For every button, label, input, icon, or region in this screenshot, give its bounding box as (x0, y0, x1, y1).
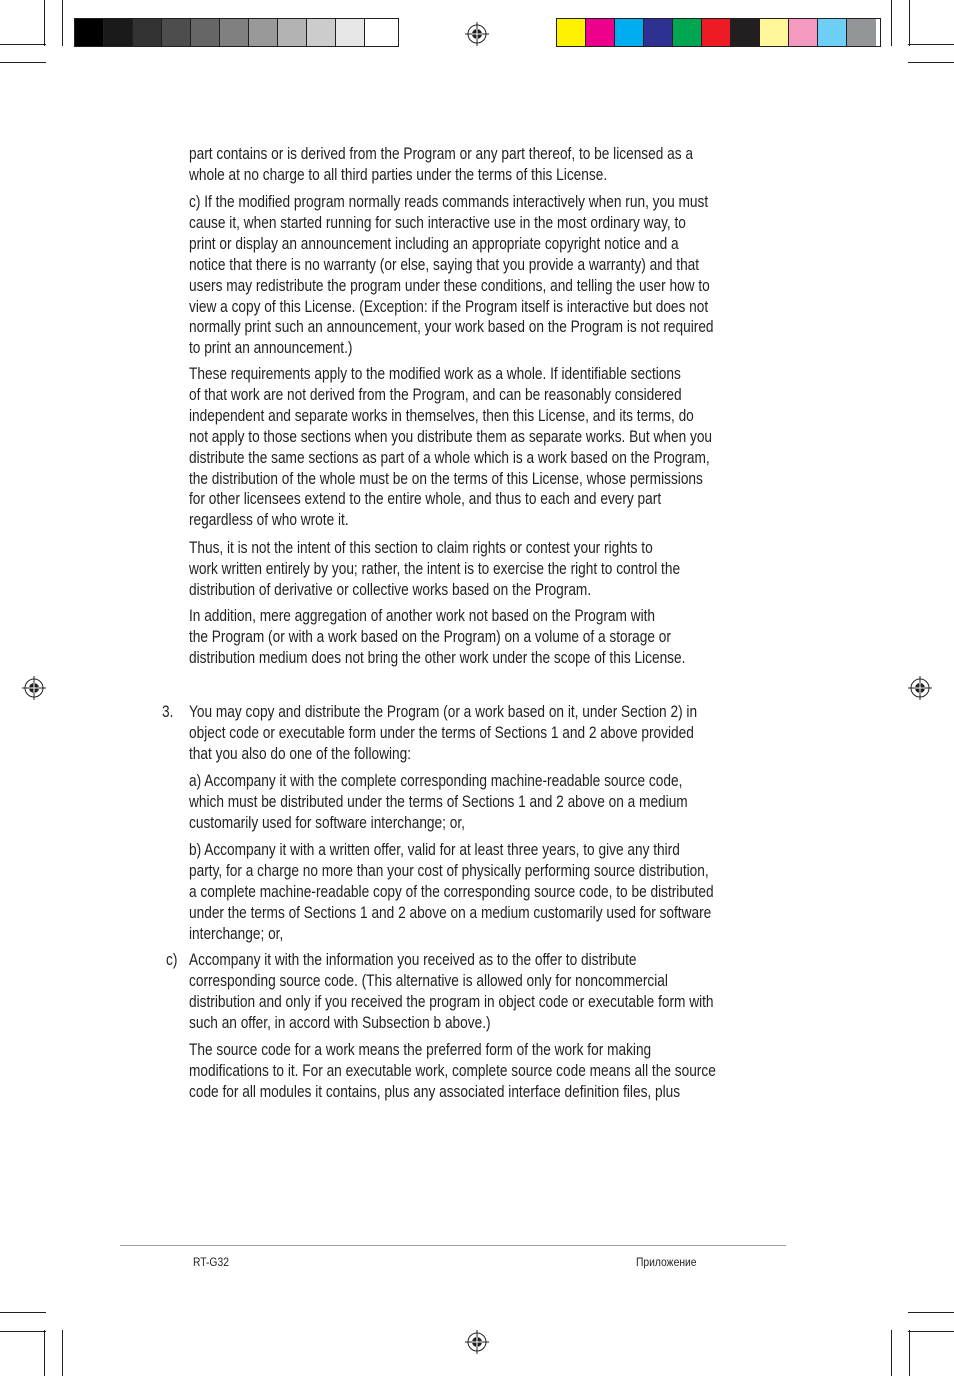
text-line: corresponding source code. (This alternative is allowed only for noncommercial (189, 971, 668, 990)
paragraph (189, 1040, 716, 1103)
paragraph (189, 192, 714, 359)
text-line: a) Accompany it with the complete corresponding machine-readable source code, (189, 772, 683, 790)
paragraph (189, 950, 714, 1034)
text-line: object code or executable form under the terms of Sections 1 and 2 above provided (189, 723, 694, 742)
paragraph (189, 702, 698, 765)
text-line: Thus, it is not the intent of this section to claim rights or contest your rights to (189, 539, 653, 557)
text-line: distribution medium does not bring the other work under the scope of this License. (189, 648, 686, 667)
text-line: distribute the same sections as part of a whole which is a work based on the Program, (189, 448, 710, 467)
footer-section: Приложение (636, 1255, 697, 1269)
color-swatch (731, 19, 760, 46)
color-swatch (75, 19, 104, 46)
registration-mark-icon (22, 676, 46, 700)
text-line: whole at no charge to all third parties under the terms of this License. (189, 165, 608, 184)
text-line: such an offer, in accord with Subsection b above.) (189, 1013, 491, 1032)
text-line: normally print such an announcement, your work based on the Program is not required (189, 318, 714, 337)
color-swatch (615, 19, 644, 46)
color-swatch (644, 19, 673, 46)
color-swatch (586, 19, 615, 46)
footer-divider (120, 1245, 786, 1246)
paragraph (189, 840, 714, 945)
registration-mark-icon (465, 1330, 489, 1354)
text-line: work written entirely by you; rather, the intent is to exercise the right to control the (189, 559, 681, 578)
paragraph (189, 606, 693, 669)
color-swatch (818, 19, 847, 46)
text-line: The source code for a work means the preferred form of the work for making (189, 1041, 652, 1059)
color-swatch (847, 19, 876, 46)
color-swatch (789, 19, 818, 46)
color-swatch (760, 19, 789, 46)
text-line: Accompany it with the information you received as to the offer to distribute (189, 951, 637, 969)
text-line: regardless of who wrote it. (189, 511, 349, 530)
process-color-bar (556, 18, 881, 47)
paragraph (189, 538, 693, 601)
color-swatch (220, 19, 249, 46)
color-swatch (133, 19, 162, 46)
paragraph (189, 771, 693, 834)
text-line: independent and separate works in themselves, then this License, and its terms, do (189, 406, 694, 425)
paragraph (189, 364, 713, 531)
text-line: customarily used for software interchange; or, (189, 813, 465, 832)
grayscale-color-bar (74, 18, 399, 47)
color-swatch (365, 19, 394, 46)
text-line: These requirements apply to the modified work as a whole. If identifiable sections (189, 365, 681, 383)
text-line: not apply to those sections when you distribute them as separate works. But when you (189, 427, 713, 446)
text-line: to print an announcement.) (189, 339, 353, 358)
text-line: party, for a charge no more than your cost of physically performing source distribution, (189, 861, 709, 880)
text-line: part contains or is derived from the Program or any part thereof, to be licensed as a (189, 145, 693, 163)
text-line: users may redistribute the program under these conditions, and telling the user how to (189, 276, 710, 295)
text-line: view a copy of this License. (Exception: if the Program itself is interactive but does not (189, 297, 709, 316)
text-line: of that work are not derived from the Program, and can be reasonably considered (189, 385, 682, 404)
text-line: interchange; or, (189, 924, 284, 943)
text-line: In addition, mere aggregation of another work not based on the Program with (189, 607, 656, 625)
paragraph (189, 144, 693, 186)
color-swatch (307, 19, 336, 46)
text-line: distribution and only if you received the program in object code or executable form with (189, 992, 714, 1011)
color-swatch (249, 19, 278, 46)
color-swatch (104, 19, 133, 46)
color-swatch (673, 19, 702, 46)
text-line: under the terms of Sections 1 and 2 above on a medium customarily used for software (189, 903, 712, 922)
footer-model: RT-G32 (193, 1255, 229, 1269)
text-line: c) If the modified program normally reads commands interactively when run, you must (189, 193, 709, 211)
text-line: for other licensees extend to the entire whole, and thus to each and every part (189, 490, 662, 509)
section-number: 3. (162, 703, 174, 721)
color-swatch (557, 19, 586, 46)
registration-mark-icon (465, 22, 489, 46)
text-line: b) Accompany it with a written offer, valid for at least three years, to give any third (189, 841, 680, 859)
text-line: which must be distributed under the terms of Sections 1 and 2 above on a medium (189, 792, 688, 811)
text-line: a complete machine-readable copy of the corresponding source code, to be distributed (189, 882, 714, 901)
text-line: notice that there is no warranty (or else, saying that you provide a warranty) and that (189, 255, 700, 274)
color-swatch (336, 19, 365, 46)
color-swatch (278, 19, 307, 46)
color-swatch (191, 19, 220, 46)
text-line: print or display an announcement including an appropriate copyright notice and a (189, 234, 679, 253)
text-line: that you also do one of the following: (189, 744, 412, 763)
text-line: cause it, when started running for such interactive use in the most ordinary way, to (189, 213, 686, 232)
text-line: You may copy and distribute the Program (or a work based on it, under Section 2) in (189, 703, 698, 721)
item-label: c) (166, 951, 178, 969)
text-line: code for all modules it contains, plus any associated interface definition files, plus (189, 1082, 681, 1101)
text-line: the Program (or with a work based on the Program) on a volume of a storage or (189, 627, 671, 646)
color-swatch (162, 19, 191, 46)
text-line: distribution of derivative or collective works based on the Program. (189, 580, 592, 599)
text-line: modifications to it. For an executable work, complete source code means all the source (189, 1061, 716, 1080)
text-line: the distribution of the whole must be on the terms of this License, whose permissions (189, 469, 703, 488)
registration-mark-icon (908, 676, 932, 700)
color-swatch (702, 19, 731, 46)
